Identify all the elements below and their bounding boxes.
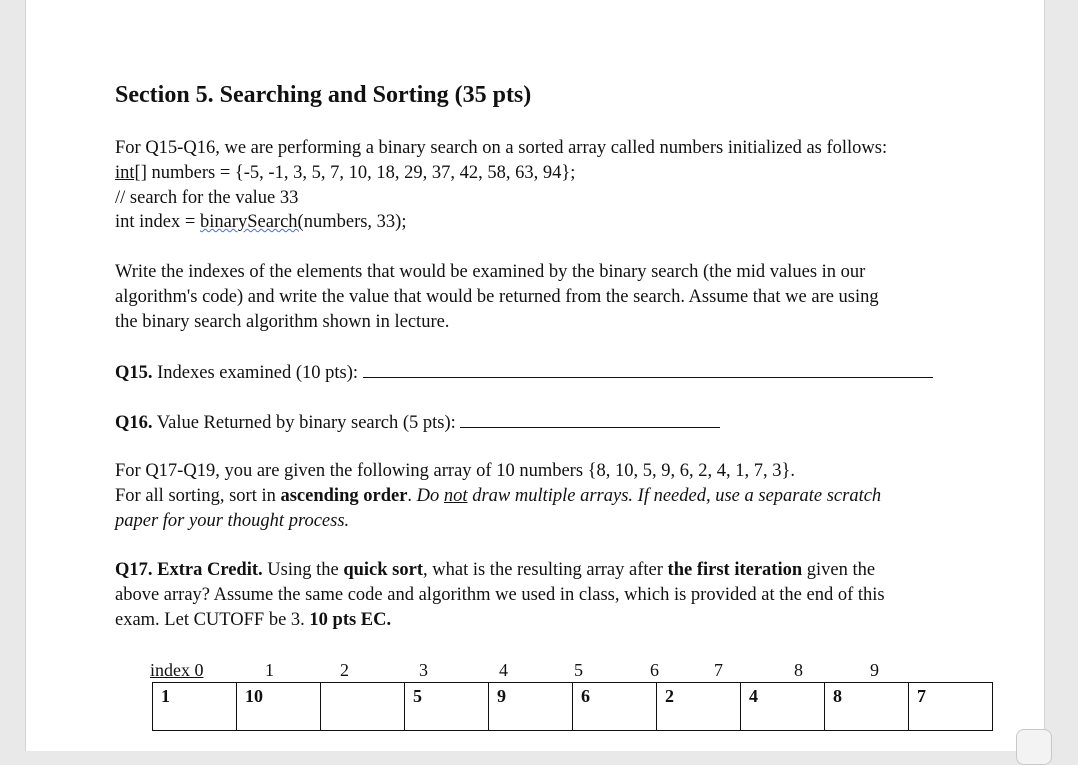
sorting-period: .: [407, 486, 417, 506]
array-answer-table: [152, 682, 993, 731]
code-declaration: [115, 161, 575, 186]
q17-points: 10 pts EC.: [309, 610, 392, 630]
array-row: [153, 683, 993, 731]
scroll-corner[interactable]: [1016, 729, 1052, 765]
sorting-line-2: [115, 484, 881, 509]
section-title: Section 5. Searching and Sorting (35 pts): [115, 82, 532, 108]
ascending-order: ascending order: [280, 486, 408, 506]
array-cell-4[interactable]: 9: [489, 683, 573, 731]
q16-label: Q16.: [115, 413, 153, 433]
array-cell-6[interactable]: 2: [657, 683, 741, 731]
array-cell-1[interactable]: 10: [237, 683, 321, 731]
array-cell-5[interactable]: 6: [573, 683, 657, 731]
array-cell-9[interactable]: 7: [909, 683, 993, 731]
q17-line-2: above array? Assume the same code and algorithm we used in class, which is provided at the end of this: [115, 585, 885, 605]
q15-label: Q15.: [115, 363, 153, 383]
index-5: 5: [574, 660, 583, 680]
index-3: 3: [419, 660, 428, 680]
q15-question: [115, 359, 933, 386]
code-call-prefix: int index =: [115, 212, 200, 232]
array-cell-0[interactable]: 1: [153, 683, 237, 731]
q15-text: Indexes examined (10 pts):: [152, 363, 363, 383]
q17-t3: given the: [802, 560, 876, 580]
array-cell-7[interactable]: 4: [741, 683, 825, 731]
index-word: index: [150, 660, 190, 680]
index-9: 9: [870, 660, 879, 680]
q17-label: Q17. Extra Credit.: [115, 560, 263, 580]
index-6: 6: [650, 660, 659, 680]
sorting-italic-2: draw multiple arrays. If needed, use a separate scratch: [467, 486, 882, 506]
document-page: [25, 0, 1045, 751]
index-2: 2: [340, 660, 349, 680]
instructions-line-2: algorithm's code) and write the value that would be returned from the search. Assume that we are using: [115, 287, 879, 307]
first-iteration: the first iteration: [667, 560, 803, 580]
sorting-intro: For Q17-Q19, you are given the following array of 10 numbers {8, 10, 5, 9, 6, 2, 4, 1, 7, 3}.: [115, 461, 796, 481]
q17-line3-text: exam. Let CUTOFF be 3.: [115, 610, 310, 630]
array-cell-8[interactable]: 8: [825, 683, 909, 731]
instructions-line-3: the binary search algorithm shown in lecture.: [115, 312, 450, 332]
q17-line-1: [115, 558, 875, 583]
sorting-italic-1: Do: [416, 486, 444, 506]
q15-answer-line[interactable]: [363, 359, 933, 378]
index-8: 8: [794, 660, 803, 680]
code-decl-rest: numbers = {-5, -1, 3, 5, 7, 10, 18, 29, 37, 42, 58, 63, 94};: [146, 163, 576, 183]
instructions-line-1: Write the indexes of the elements that would be examined by the binary search (the mid values in our: [115, 262, 866, 282]
sorting-not: not: [443, 486, 468, 506]
code-comment: // search for the value 33: [115, 188, 299, 208]
q17-t1: Using the: [262, 560, 344, 580]
index-7: 7: [714, 660, 723, 680]
sorting-text: For all sorting, sort in: [115, 486, 281, 506]
quick-sort: quick sort: [343, 560, 423, 580]
q16-question: [115, 409, 720, 436]
code-call: [115, 210, 406, 235]
index-4: 4: [499, 660, 508, 680]
array-cell-3[interactable]: 5: [405, 683, 489, 731]
index-header-0: [150, 659, 204, 681]
index-1: 1: [265, 660, 274, 680]
code-call-rest: numbers, 33);: [303, 212, 407, 232]
code-call-fn: binarySearch(: [199, 212, 304, 232]
q16-answer-line[interactable]: [460, 409, 720, 428]
q17-t2: , what is the resulting array after: [423, 560, 668, 580]
code-int-array: int[]: [115, 163, 147, 183]
array-cell-2[interactable]: [321, 683, 405, 731]
binary-search-intro: For Q15-Q16, we are performing a binary search on a sorted array called numbers initialized as follows:: [115, 138, 888, 158]
sorting-line-3: paper for your thought process.: [115, 511, 350, 531]
q16-text: Value Returned by binary search (5 pts):: [152, 413, 461, 433]
q17-line-3: [115, 608, 391, 633]
index-0: 0: [194, 660, 204, 680]
